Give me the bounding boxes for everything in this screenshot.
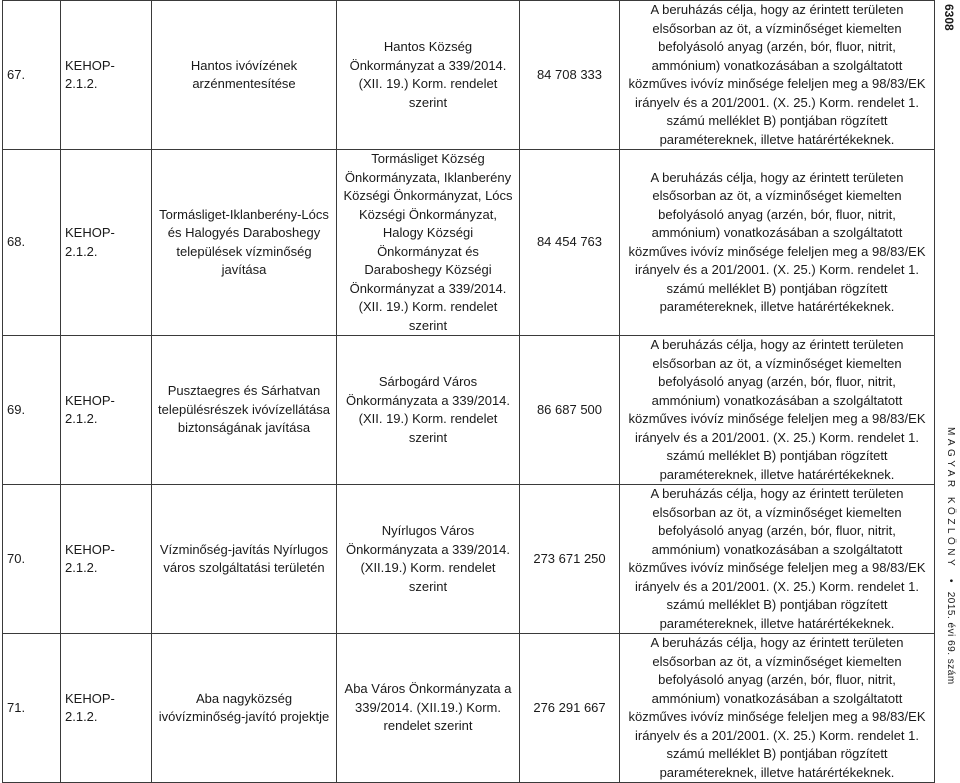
program-code: KEHOP-2.1.2.	[61, 150, 152, 336]
program-code: KEHOP-2.1.2.	[61, 1, 152, 150]
project-title: Pusztaegres és Sárhatvan településrészek ivóvízellátása biztonságának javítása	[152, 336, 337, 485]
amount: 86 687 500	[520, 336, 620, 485]
beneficiary: Tormásliget Község Önkormányzata, Iklanberény Községi Önkormányzat, Lócs Községi Önkormányzat, Halogy Községi Önkormányzat és Daraboshegy Községi Önkormányzat a 339/2014. (XII. 19.) Korm. rendelet szerint	[337, 150, 520, 336]
table-row	[3, 485, 935, 634]
table-row	[3, 634, 935, 783]
beneficiary: Nyírlugos Város Önkormányzata a 339/2014. (XII.19.) Korm. rendelet szerint	[337, 485, 520, 634]
amount: 84 708 333	[520, 1, 620, 150]
project-title: Aba nagyközség ivóvízminőség-javító projektje	[152, 634, 337, 783]
beneficiary: Aba Város Önkormányzata a 339/2014. (XII.19.) Korm. rendelet szerint	[337, 634, 520, 783]
page-number: 6308	[942, 4, 956, 31]
project-goal: A beruházás célja, hogy az érintett területen elsősorban az öt, a vízminőséget kiemelten befolyásoló anyag (arzén, bór, fluor, nitrit, ammónium) vonatkozásában a szolgáltatott közműves ivóvíz minősége feleljen meg a 98/83/EK irányelv és a 201/2001. (X. 25.) Korm. rendelet 1. számú melléklet B) pontjában rögzített paramétereknek, illetve határértékeknek.	[620, 336, 935, 485]
row-number: 68.	[3, 150, 61, 336]
project-table	[2, 0, 935, 783]
issue-label: 2015. évi 69. szám	[945, 592, 956, 685]
table-row	[3, 336, 935, 485]
beneficiary: Hantos Község Önkormányzat a 339/2014. (XII. 19.) Korm. rendelet szerint	[337, 1, 520, 150]
amount: 276 291 667	[520, 634, 620, 783]
journal-header	[945, 427, 956, 685]
program-code: KEHOP-2.1.2.	[61, 336, 152, 485]
row-number: 67.	[3, 1, 61, 150]
project-title: Hantos ivóvízének arzénmentesítése	[152, 1, 337, 150]
amount: 84 454 763	[520, 150, 620, 336]
row-number: 70.	[3, 485, 61, 634]
beneficiary: Sárbogárd Város Önkormányzata a 339/2014. (XII. 19.) Korm. rendelet szerint	[337, 336, 520, 485]
table-row	[3, 1, 935, 150]
project-title: Tormásliget-Iklanberény-Lócs és Halogyés Daraboshegy települések vízminőség javítása	[152, 150, 337, 336]
project-goal: A beruházás célja, hogy az érintett területen elsősorban az öt, a vízminőséget kiemelten befolyásoló anyag (arzén, bór, fluor, nitrit, ammónium) vonatkozásában a szolgáltatott közműves ivóvíz minősége feleljen meg a 98/83/EK irányelv és a 201/2001. (X. 25.) Korm. rendelet 1. számú melléklet B) pontjában rögzített paramétereknek, illetve határértékeknek.	[620, 1, 935, 150]
amount: 273 671 250	[520, 485, 620, 634]
table-row	[3, 150, 935, 336]
project-goal: A beruházás célja, hogy az érintett területen elsősorban az öt, a vízminőséget kiemelten befolyásoló anyag (arzén, bór, fluor, nitrit, ammónium) vonatkozásában a szolgáltatott közműves ivóvíz minősége feleljen meg a 98/83/EK irányelv és a 201/2001. (X. 25.) Korm. rendelet 1. számú melléklet B) pontjában rögzített paramétereknek, illetve határértékeknek.	[620, 485, 935, 634]
separator: •	[945, 578, 956, 583]
journal-name: MAGYAR KÖZLÖNY	[945, 427, 956, 570]
project-goal: A beruházás célja, hogy az érintett területen elsősorban az öt, a vízminőséget kiemelten befolyásoló anyag (arzén, bór, fluor, nitrit, ammónium) vonatkozásában a szolgáltatott közműves ivóvíz minősége feleljen meg a 98/83/EK irányelv és a 201/2001. (X. 25.) Korm. rendelet 1. számú melléklet B) pontjában rögzített paramétereknek, illetve határértékeknek.	[620, 634, 935, 783]
program-code: KEHOP-2.1.2.	[61, 485, 152, 634]
row-number: 71.	[3, 634, 61, 783]
project-goal: A beruházás célja, hogy az érintett területen elsősorban az öt, a vízminőséget kiemelten befolyásoló anyag (arzén, bór, fluor, nitrit, ammónium) vonatkozásában a szolgáltatott közműves ivóvíz minősége feleljen meg a 98/83/EK irányelv és a 201/2001. (X. 25.) Korm. rendelet 1. számú melléklet B) pontjában rögzített paramétereknek, illetve határértékeknek.	[620, 150, 935, 336]
program-code: KEHOP-2.1.2.	[61, 634, 152, 783]
project-title: Vízminőség-javítás Nyírlugos város szolgáltatási területén	[152, 485, 337, 634]
row-number: 69.	[3, 336, 61, 485]
